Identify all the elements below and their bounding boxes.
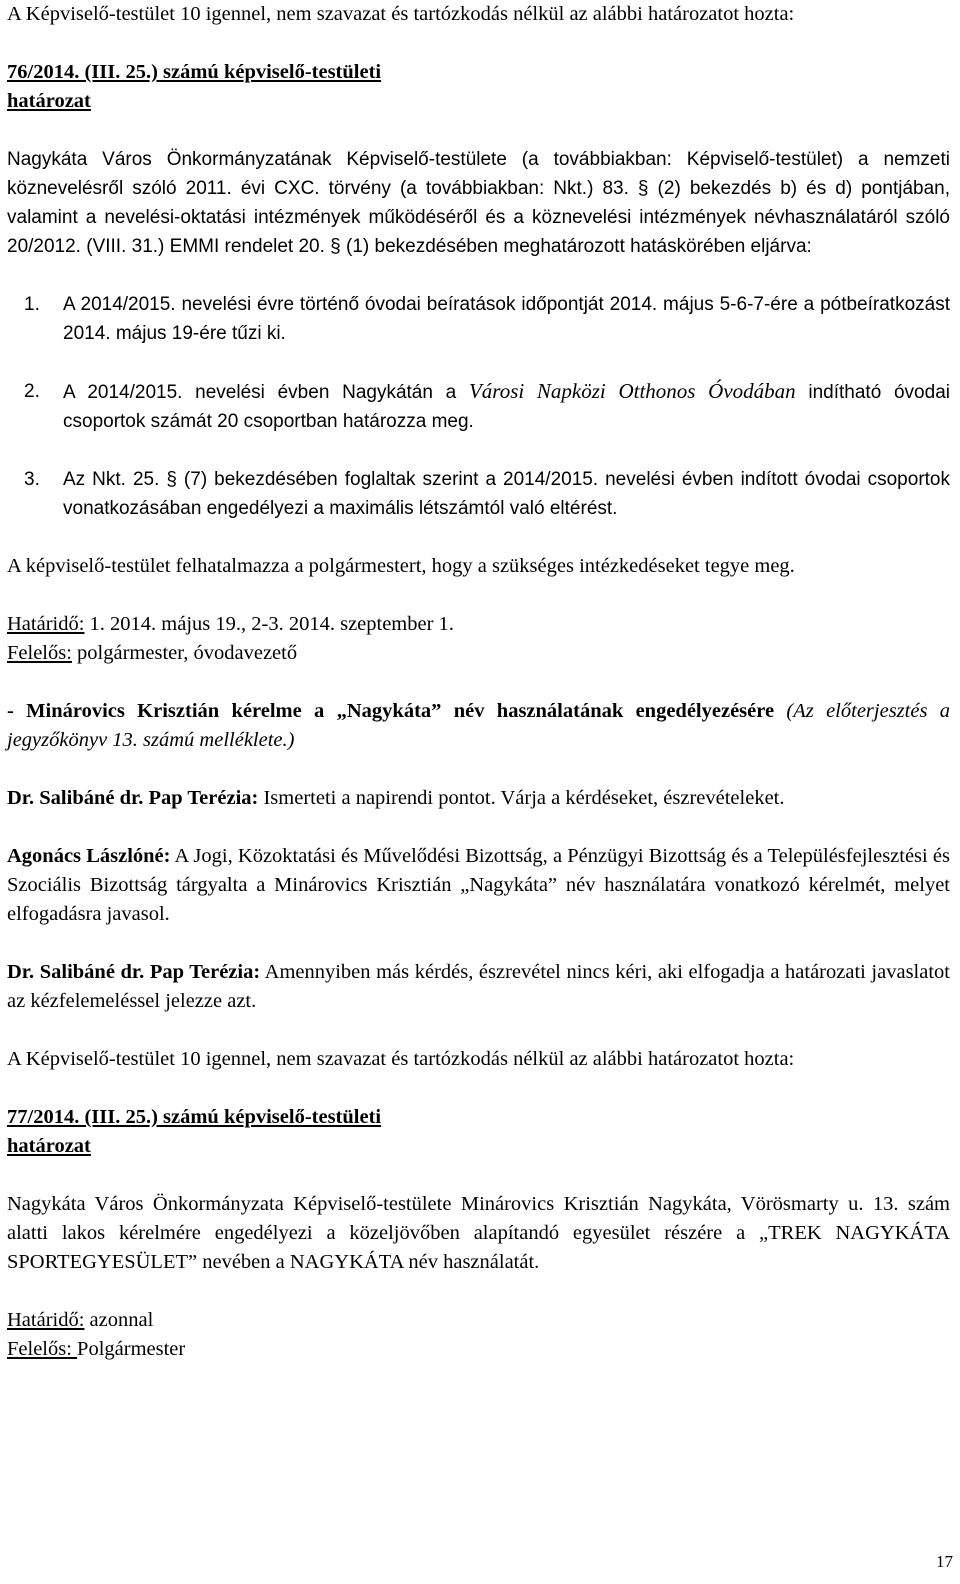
deadline-label: Határidő: <box>7 1309 85 1331</box>
responsible-label: Felelős: <box>7 1338 78 1360</box>
vote-statement: A Képviselő-testület 10 igennel, nem szavazat és tartózkodás nélkül az alábbi határozatot hozta: <box>7 3 795 25</box>
decision-label: határozat <box>7 1135 91 1157</box>
item-number: 1. <box>24 294 40 315</box>
authorization-text: A képviselő-testület felhatalmazza a polgármestert, hogy a szükséges intézkedéseket tegye meg. <box>7 555 795 577</box>
speech-text: Ismerteti a napirendi pontot. Várja a kérdéseket, észrevételeket. <box>258 787 785 809</box>
agenda-note: (Az előterjesztés a jegyzőkönyv 13. számú melléklete.) <box>7 700 950 751</box>
responsible-line <box>7 639 950 668</box>
agenda-title: - Minárovics Krisztián kérelme a „Nagykáta” név használatának engedélyezésére <box>7 700 775 722</box>
deadline-label: Határidő: <box>7 613 85 635</box>
deadline-line <box>7 1306 950 1335</box>
kindergarten-name: Városi Napközi Otthonos Óvodában <box>468 379 796 403</box>
decision-label: határozat <box>7 90 91 112</box>
responsible-value: polgármester, óvodavezető <box>71 642 298 664</box>
speaker-name: Dr. Salibáné dr. Pap Terézia: <box>7 961 261 983</box>
item-text: Az Nkt. 25. § (7) bekezdésében foglaltak szerint a 2014/2015. nevelési évben indított óvodai csoportok vonatkozásában engedélyezi a maximális létszámtól való eltérést. <box>63 469 950 519</box>
speaker-name: Dr. Salibáné dr. Pap Terézia: <box>7 787 259 809</box>
deadline-value: azonnal <box>84 1309 154 1331</box>
item-text: A 2014/2015. nevelési évre történő óvodai beíratások időpontját 2014. május 5-6-7-ére a pótbeíratkozást 2014. május 19-ére tűzi ki. <box>63 294 950 344</box>
decision-items <box>7 290 950 523</box>
vote-statement: A Képviselő-testület 10 igennel, nem szavazat és tartózkodás nélkül az alábbi határozatot hozta: <box>7 1048 795 1070</box>
decision-heading <box>7 58 950 116</box>
decision-body: Nagykáta Város Önkormányzata Képviselő-testülete Minárovics Krisztián Nagykáta, Vörösmarty u. 13. szám alatti lakos kérelmére engedélyezi a közeljövőben alapítandó egyesület részére a „TREK NAGYKÁTA SPORTEGYESÜLET” nevében a NAGYKÁTA név használatát. <box>7 1193 950 1273</box>
list-item <box>7 377 950 436</box>
speech-text: A Jogi, Közoktatási és Művelődési Bizottság, a Pénzügyi Bizottság és a Településfejlesztési és Szociális Bizottság tárgyalta a Minárovics Krisztián „Nagykáta” név használatára vonatkozó kérelmét, melyet elfogadásra javasol. <box>7 845 950 925</box>
speech-text: Amennyiben más kérdés, észrevétel nincs kéri, aki elfogadja a határozati javaslatot az kézfelemeléssel jelezze azt. <box>7 961 950 1012</box>
item-number: 3. <box>24 469 40 490</box>
deadline-value: 1. 2014. május 19., 2-3. 2014. szeptember 1. <box>84 613 454 635</box>
deadline-line <box>7 610 950 639</box>
list-item <box>7 465 950 523</box>
decision-heading <box>7 1103 950 1161</box>
page-number: 17 <box>936 1552 953 1571</box>
decision-number: 77/2014. (III. 25.) számú képviselő-testületi <box>7 1106 382 1128</box>
document-page <box>7 0 950 1364</box>
responsible-line <box>7 1335 950 1364</box>
responsible-label: Felelős: <box>7 642 72 664</box>
item-number: 2. <box>24 381 40 402</box>
speech <box>7 842 950 929</box>
speaker-name: Agonács Lászlóné: <box>7 845 171 867</box>
agenda-item <box>7 697 950 755</box>
decision-number: 76/2014. (III. 25.) számú képviselő-testületi <box>7 61 382 83</box>
list-item <box>7 290 950 348</box>
speech <box>7 958 950 1016</box>
speech <box>7 784 950 813</box>
decision-preamble: Nagykáta Város Önkormányzatának Képviselő-testülete (a továbbiakban: Képviselő-testület) a nemzeti köznevelésről szóló 2011. évi CXC. törvény (a továbbiakban: Nkt.) 83. § (2) bekezdés b) és d) pontjában, valamint a nevelési-oktatási intézmények működéséről és a köznevelési intézmények névhasználatáról szóló 20/2012. (VIII. 31.) EMMI rendelet 20. § (1) bekezdésében meghatározott hatáskörében eljárva: <box>7 149 950 257</box>
item-text: A 2014/2015. nevelési évben Nagykátán a Városi Napközi Otthonos Óvodában indítható óvodai csoportok számát 20 csoportban határozza meg. <box>63 379 950 432</box>
responsible-value: Polgármester <box>77 1338 186 1360</box>
